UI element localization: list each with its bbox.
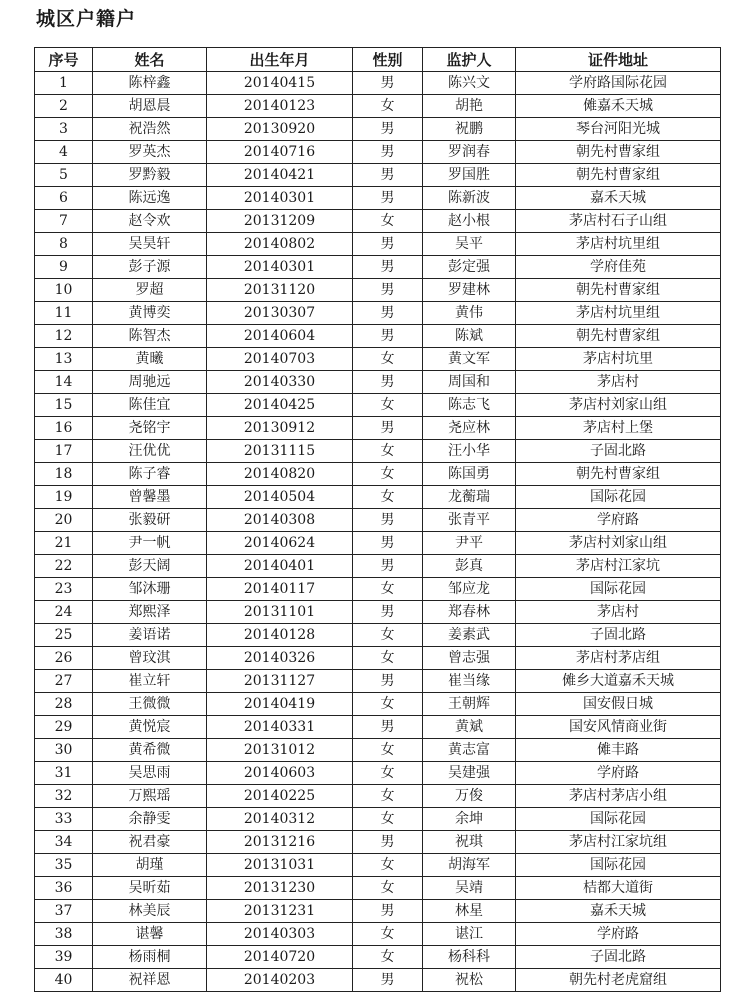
cell-birth-date: 20130912	[207, 417, 353, 440]
cell-guardian: 黄文军	[423, 348, 516, 371]
table-row	[35, 141, 721, 164]
cell-name: 黄希微	[93, 739, 207, 762]
table-row	[35, 95, 721, 118]
cell-birth-date: 20130920	[207, 118, 353, 141]
table-row	[35, 877, 721, 900]
cell-guardian: 尹平	[423, 532, 516, 555]
cell-name: 吴昕茹	[93, 877, 207, 900]
cell-birth-date: 20130307	[207, 302, 353, 325]
cell-address: 朝先村曹家组	[516, 279, 721, 302]
cell-address: 国际花园	[516, 808, 721, 831]
cell-name: 彭子源	[93, 256, 207, 279]
cell-name: 周驰远	[93, 371, 207, 394]
cell-gender: 男	[353, 256, 423, 279]
cell-name: 尧铭宇	[93, 417, 207, 440]
cell-guardian: 黄伟	[423, 302, 516, 325]
cell-address: 茅店村茅店组	[516, 647, 721, 670]
cell-index: 34	[35, 831, 93, 854]
cell-gender: 女	[353, 348, 423, 371]
cell-guardian: 杨科科	[423, 946, 516, 969]
table-row	[35, 279, 721, 302]
cell-gender: 女	[353, 854, 423, 877]
cell-birth-date: 20131209	[207, 210, 353, 233]
cell-address: 茅店村	[516, 601, 721, 624]
cell-gender: 男	[353, 969, 423, 992]
cell-name: 赵令欢	[93, 210, 207, 233]
table-row	[35, 693, 721, 716]
cell-guardian: 郑春林	[423, 601, 516, 624]
cell-gender: 男	[353, 371, 423, 394]
cell-address: 琴台河阳光城	[516, 118, 721, 141]
cell-guardian: 吴平	[423, 233, 516, 256]
cell-address: 茅店村坑里组	[516, 302, 721, 325]
cell-guardian: 胡海军	[423, 854, 516, 877]
table-row	[35, 555, 721, 578]
table-row	[35, 624, 721, 647]
cell-name: 彭天阔	[93, 555, 207, 578]
header-address: 证件地址	[516, 48, 721, 72]
cell-name: 吴昊轩	[93, 233, 207, 256]
cell-address: 朝先村曹家组	[516, 325, 721, 348]
table-row	[35, 417, 721, 440]
cell-address: 傩丰路	[516, 739, 721, 762]
cell-address: 茅店村刘家山组	[516, 394, 721, 417]
cell-birth-date: 20140820	[207, 463, 353, 486]
cell-name: 祝祥恩	[93, 969, 207, 992]
table-header	[35, 48, 721, 72]
table-row	[35, 831, 721, 854]
table-body	[35, 72, 721, 992]
cell-index: 28	[35, 693, 93, 716]
cell-guardian: 张青平	[423, 509, 516, 532]
cell-address: 子固北路	[516, 440, 721, 463]
cell-name: 王微微	[93, 693, 207, 716]
cell-address: 国际花园	[516, 854, 721, 877]
cell-birth-date: 20140117	[207, 578, 353, 601]
cell-gender: 女	[353, 693, 423, 716]
cell-index: 9	[35, 256, 93, 279]
cell-index: 29	[35, 716, 93, 739]
cell-birth-date: 20140203	[207, 969, 353, 992]
cell-index: 22	[35, 555, 93, 578]
cell-gender: 女	[353, 647, 423, 670]
table-row	[35, 325, 721, 348]
cell-address: 傩嘉禾天城	[516, 95, 721, 118]
cell-name: 郑熙泽	[93, 601, 207, 624]
cell-index: 38	[35, 923, 93, 946]
cell-gender: 女	[353, 946, 423, 969]
cell-address: 茅店村茅店小组	[516, 785, 721, 808]
cell-address: 国际花园	[516, 486, 721, 509]
cell-address: 茅店村刘家山组	[516, 532, 721, 555]
cell-birth-date: 20140716	[207, 141, 353, 164]
cell-name: 余静雯	[93, 808, 207, 831]
cell-guardian: 吴建强	[423, 762, 516, 785]
cell-gender: 男	[353, 164, 423, 187]
cell-address: 茅店村上堡	[516, 417, 721, 440]
cell-gender: 女	[353, 463, 423, 486]
cell-address: 学府路国际花园	[516, 72, 721, 95]
table-row	[35, 601, 721, 624]
cell-birth-date: 20131031	[207, 854, 353, 877]
cell-guardian: 彭定强	[423, 256, 516, 279]
cell-birth-date: 20140326	[207, 647, 353, 670]
cell-address: 嘉禾天城	[516, 187, 721, 210]
cell-name: 陈子睿	[93, 463, 207, 486]
cell-name: 胡瑾	[93, 854, 207, 877]
cell-birth-date: 20140303	[207, 923, 353, 946]
cell-name: 邹沐珊	[93, 578, 207, 601]
cell-address: 茅店村江家坑组	[516, 831, 721, 854]
cell-index: 27	[35, 670, 93, 693]
cell-birth-date: 20140703	[207, 348, 353, 371]
cell-gender: 女	[353, 95, 423, 118]
cell-birth-date: 20140312	[207, 808, 353, 831]
cell-guardian: 万俊	[423, 785, 516, 808]
cell-birth-date: 20131115	[207, 440, 353, 463]
cell-guardian: 赵小根	[423, 210, 516, 233]
cell-guardian: 祝松	[423, 969, 516, 992]
cell-name: 姜语诺	[93, 624, 207, 647]
cell-guardian: 祝琪	[423, 831, 516, 854]
cell-gender: 男	[353, 187, 423, 210]
cell-birth-date: 20140128	[207, 624, 353, 647]
table-row	[35, 532, 721, 555]
cell-name: 黄曦	[93, 348, 207, 371]
cell-index: 19	[35, 486, 93, 509]
cell-index: 14	[35, 371, 93, 394]
header-gender: 性别	[353, 48, 423, 72]
cell-address: 子固北路	[516, 946, 721, 969]
cell-guardian: 胡艳	[423, 95, 516, 118]
cell-address: 学府路	[516, 762, 721, 785]
cell-name: 谌馨	[93, 923, 207, 946]
cell-birth-date: 20140425	[207, 394, 353, 417]
cell-birth-date: 20140331	[207, 716, 353, 739]
cell-guardian: 吴靖	[423, 877, 516, 900]
cell-index: 33	[35, 808, 93, 831]
table-row	[35, 371, 721, 394]
cell-name: 曾玟淇	[93, 647, 207, 670]
cell-gender: 男	[353, 417, 423, 440]
cell-gender: 女	[353, 923, 423, 946]
cell-birth-date: 20140419	[207, 693, 353, 716]
cell-guardian: 黄斌	[423, 716, 516, 739]
cell-gender: 男	[353, 509, 423, 532]
cell-birth-date: 20140330	[207, 371, 353, 394]
cell-gender: 女	[353, 877, 423, 900]
table-row	[35, 72, 721, 95]
cell-index: 36	[35, 877, 93, 900]
cell-address: 茅店村坑里组	[516, 233, 721, 256]
cell-address: 国安风情商业街	[516, 716, 721, 739]
cell-gender: 男	[353, 302, 423, 325]
table-row	[35, 187, 721, 210]
cell-guardian: 陈新波	[423, 187, 516, 210]
cell-address: 朝先村曹家组	[516, 141, 721, 164]
cell-name: 陈佳宜	[93, 394, 207, 417]
cell-birth-date: 20140720	[207, 946, 353, 969]
cell-address: 子固北路	[516, 624, 721, 647]
cell-gender: 男	[353, 900, 423, 923]
cell-index: 12	[35, 325, 93, 348]
table-row	[35, 900, 721, 923]
cell-index: 20	[35, 509, 93, 532]
cell-index: 35	[35, 854, 93, 877]
table-row	[35, 118, 721, 141]
cell-name: 吴思雨	[93, 762, 207, 785]
cell-name: 陈远逸	[93, 187, 207, 210]
cell-guardian: 罗国胜	[423, 164, 516, 187]
table-row	[35, 739, 721, 762]
cell-index: 15	[35, 394, 93, 417]
cell-name: 万熙瑶	[93, 785, 207, 808]
cell-address: 国安假日城	[516, 693, 721, 716]
cell-birth-date: 20140604	[207, 325, 353, 348]
header-row	[35, 48, 721, 72]
table-row	[35, 969, 721, 992]
cell-birth-date: 20131216	[207, 831, 353, 854]
cell-address: 学府佳苑	[516, 256, 721, 279]
cell-index: 8	[35, 233, 93, 256]
cell-guardian: 林星	[423, 900, 516, 923]
table-row	[35, 348, 721, 371]
cell-index: 5	[35, 164, 93, 187]
cell-birth-date: 20131127	[207, 670, 353, 693]
header-name: 姓名	[93, 48, 207, 72]
cell-index: 21	[35, 532, 93, 555]
cell-name: 曾馨墨	[93, 486, 207, 509]
cell-birth-date: 20140603	[207, 762, 353, 785]
header-index: 序号	[35, 48, 93, 72]
cell-gender: 男	[353, 532, 423, 555]
table-row	[35, 670, 721, 693]
cell-name: 陈梓鑫	[93, 72, 207, 95]
cell-index: 16	[35, 417, 93, 440]
cell-gender: 男	[353, 118, 423, 141]
cell-name: 尹一帆	[93, 532, 207, 555]
cell-address: 朝先村老虎窟组	[516, 969, 721, 992]
cell-address: 傩乡大道嘉禾天城	[516, 670, 721, 693]
cell-gender: 女	[353, 785, 423, 808]
cell-guardian: 谌江	[423, 923, 516, 946]
cell-guardian: 罗润春	[423, 141, 516, 164]
cell-index: 7	[35, 210, 93, 233]
cell-index: 10	[35, 279, 93, 302]
table-row	[35, 394, 721, 417]
cell-index: 25	[35, 624, 93, 647]
cell-name: 罗英杰	[93, 141, 207, 164]
cell-address: 桔都大道街	[516, 877, 721, 900]
cell-birth-date: 20140421	[207, 164, 353, 187]
cell-gender: 女	[353, 739, 423, 762]
cell-guardian: 陈国勇	[423, 463, 516, 486]
cell-gender: 女	[353, 762, 423, 785]
cell-birth-date: 20140504	[207, 486, 353, 509]
cell-gender: 男	[353, 72, 423, 95]
cell-index: 40	[35, 969, 93, 992]
table-row	[35, 946, 721, 969]
cell-index: 3	[35, 118, 93, 141]
cell-birth-date: 20140123	[207, 95, 353, 118]
table-row	[35, 463, 721, 486]
cell-birth-date: 20140802	[207, 233, 353, 256]
cell-address: 茅店村坑里	[516, 348, 721, 371]
cell-name: 黄博奕	[93, 302, 207, 325]
cell-index: 4	[35, 141, 93, 164]
cell-address: 茅店村	[516, 371, 721, 394]
cell-address: 朝先村曹家组	[516, 164, 721, 187]
cell-name: 崔立轩	[93, 670, 207, 693]
cell-guardian: 姜素武	[423, 624, 516, 647]
cell-gender: 女	[353, 578, 423, 601]
table-row	[35, 785, 721, 808]
cell-gender: 女	[353, 210, 423, 233]
cell-gender: 男	[353, 555, 423, 578]
cell-guardian: 罗建林	[423, 279, 516, 302]
cell-gender: 男	[353, 141, 423, 164]
table-row	[35, 578, 721, 601]
household-roster-table	[34, 47, 721, 992]
cell-address: 学府路	[516, 923, 721, 946]
cell-gender: 男	[353, 601, 423, 624]
cell-birth-date: 20131230	[207, 877, 353, 900]
cell-index: 30	[35, 739, 93, 762]
cell-name: 祝君豪	[93, 831, 207, 854]
cell-gender: 女	[353, 394, 423, 417]
cell-index: 11	[35, 302, 93, 325]
cell-birth-date: 20131012	[207, 739, 353, 762]
cell-gender: 男	[353, 670, 423, 693]
cell-birth-date: 20140401	[207, 555, 353, 578]
cell-gender: 男	[353, 831, 423, 854]
cell-index: 24	[35, 601, 93, 624]
cell-index: 31	[35, 762, 93, 785]
cell-guardian: 王朝辉	[423, 693, 516, 716]
cell-birth-date: 20131120	[207, 279, 353, 302]
header-guardian: 监护人	[423, 48, 516, 72]
cell-guardian: 汪小华	[423, 440, 516, 463]
cell-gender: 男	[353, 325, 423, 348]
table-row	[35, 762, 721, 785]
cell-name: 陈智杰	[93, 325, 207, 348]
table-row	[35, 647, 721, 670]
cell-index: 32	[35, 785, 93, 808]
table-row	[35, 210, 721, 233]
cell-name: 杨雨桐	[93, 946, 207, 969]
cell-address: 嘉禾天城	[516, 900, 721, 923]
cell-address: 朝先村曹家组	[516, 463, 721, 486]
table-row	[35, 854, 721, 877]
cell-index: 18	[35, 463, 93, 486]
cell-gender: 女	[353, 808, 423, 831]
cell-birth-date: 20131101	[207, 601, 353, 624]
cell-guardian: 曾志强	[423, 647, 516, 670]
cell-address: 学府路	[516, 509, 721, 532]
cell-guardian: 黄志富	[423, 739, 516, 762]
cell-gender: 男	[353, 279, 423, 302]
cell-index: 37	[35, 900, 93, 923]
cell-name: 汪优优	[93, 440, 207, 463]
cell-name: 罗超	[93, 279, 207, 302]
cell-guardian: 崔当缘	[423, 670, 516, 693]
cell-index: 6	[35, 187, 93, 210]
cell-address: 茅店村江家坑	[516, 555, 721, 578]
table-row	[35, 716, 721, 739]
cell-gender: 男	[353, 233, 423, 256]
cell-index: 23	[35, 578, 93, 601]
table-row	[35, 486, 721, 509]
cell-guardian: 龙蘅瑞	[423, 486, 516, 509]
cell-guardian: 陈志飞	[423, 394, 516, 417]
cell-birth-date: 20140301	[207, 256, 353, 279]
cell-index: 13	[35, 348, 93, 371]
cell-guardian: 邹应龙	[423, 578, 516, 601]
cell-guardian: 彭真	[423, 555, 516, 578]
cell-index: 2	[35, 95, 93, 118]
cell-name: 林美辰	[93, 900, 207, 923]
cell-name: 黄悦宸	[93, 716, 207, 739]
cell-guardian: 余坤	[423, 808, 516, 831]
cell-address: 茅店村石子山组	[516, 210, 721, 233]
cell-gender: 女	[353, 624, 423, 647]
cell-gender: 男	[353, 716, 423, 739]
cell-name: 罗黔毅	[93, 164, 207, 187]
cell-index: 17	[35, 440, 93, 463]
cell-birth-date: 20140415	[207, 72, 353, 95]
table-row	[35, 233, 721, 256]
cell-birth-date: 20140624	[207, 532, 353, 555]
table-row	[35, 440, 721, 463]
cell-gender: 女	[353, 486, 423, 509]
cell-index: 26	[35, 647, 93, 670]
cell-guardian: 陈斌	[423, 325, 516, 348]
cell-guardian: 尧应林	[423, 417, 516, 440]
cell-index: 39	[35, 946, 93, 969]
cell-gender: 女	[353, 440, 423, 463]
table-row	[35, 923, 721, 946]
table-row	[35, 808, 721, 831]
cell-name: 祝浩然	[93, 118, 207, 141]
cell-birth-date: 20140301	[207, 187, 353, 210]
cell-guardian: 祝鹏	[423, 118, 516, 141]
cell-guardian: 周国和	[423, 371, 516, 394]
cell-guardian: 陈兴文	[423, 72, 516, 95]
cell-name: 胡恩晨	[93, 95, 207, 118]
page-title: 城区户籍户	[36, 8, 137, 30]
table-row	[35, 256, 721, 279]
cell-birth-date: 20140308	[207, 509, 353, 532]
table-row	[35, 509, 721, 532]
cell-birth-date: 20131231	[207, 900, 353, 923]
table-row	[35, 164, 721, 187]
cell-birth-date: 20140225	[207, 785, 353, 808]
cell-index: 1	[35, 72, 93, 95]
cell-name: 张毅研	[93, 509, 207, 532]
cell-address: 国际花园	[516, 578, 721, 601]
table-row	[35, 302, 721, 325]
header-birth-date: 出生年月	[207, 48, 353, 72]
